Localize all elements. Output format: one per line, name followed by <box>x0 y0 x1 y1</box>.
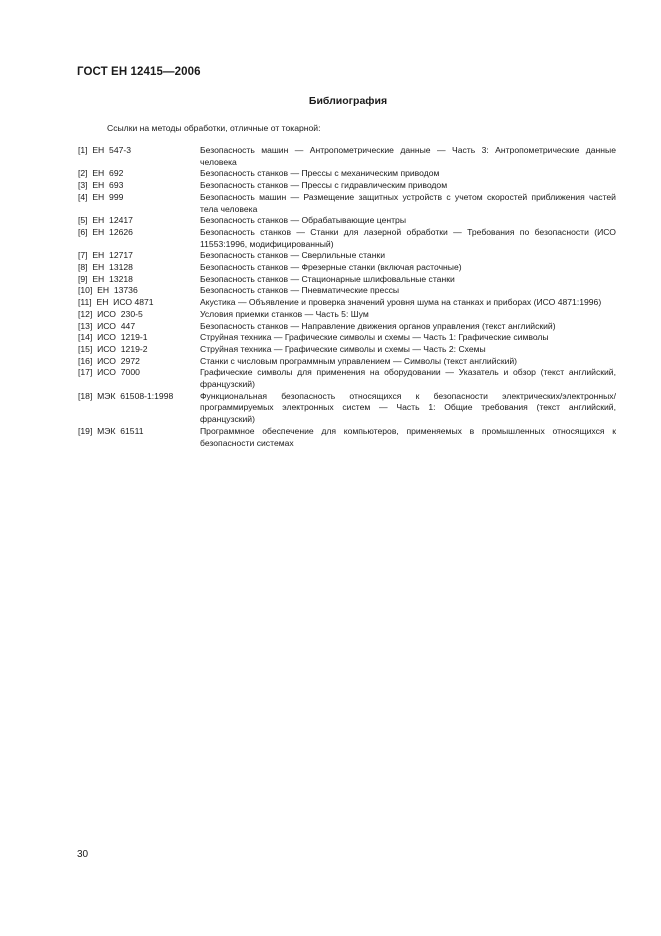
page-number: 30 <box>77 849 89 860</box>
bibliography-entry <box>78 344 616 356</box>
bibliography-title: Струйная техника — Графические символы и схемы — Часть 1: Графические символы <box>200 332 549 343</box>
bibliography-entry <box>78 227 616 250</box>
bibliography-entry <box>78 262 616 274</box>
bibliography-list <box>78 145 616 449</box>
bibliography-entry <box>78 285 616 297</box>
bibliography-entry <box>78 309 616 321</box>
bibliography-title: Программное обеспечение для компьютеров, применяемых в промышленных относящихся к безопасности системах <box>200 425 616 448</box>
intro-paragraph: Ссылки на методы обработки, отличные от токарной: <box>107 123 321 133</box>
bibliography-title: Функциональная безопасность относящихся к безопасности электрических/электронных/программируемых электронных систем — Часть 1: Общие требования (текст английский, французский) <box>200 390 616 425</box>
bibliography-reference: [12] ИСО 230-5 <box>78 308 143 319</box>
bibliography-reference: [8] ЕН 13128 <box>78 262 133 273</box>
bibliography-title: Безопасность станков — Обрабатывающие центры <box>200 215 407 226</box>
document-id-header: ГОСТ ЕН 12415—2006 <box>77 66 201 78</box>
bibliography-entry <box>78 367 616 390</box>
bibliography-entry <box>78 180 616 192</box>
bibliography-title: Безопасность станков — Направление движения органов управления (текст английский) <box>200 320 556 331</box>
bibliography-title: Акустика — Объявление и проверка значений уровня шума на станках и приборах (ИСО 4871:1996) <box>200 297 602 308</box>
bibliography-entry <box>78 321 616 333</box>
bibliography-reference: [19] МЭК 61511 <box>78 425 144 436</box>
bibliography-entry <box>78 145 616 168</box>
bibliography-reference: [14] ИСО 1219-1 <box>78 332 148 343</box>
bibliography-entry <box>78 215 616 227</box>
bibliography-entry <box>78 168 616 180</box>
bibliography-reference: [18] МЭК 61508-1:1998 <box>78 390 174 401</box>
bibliography-reference: [16] ИСО 2972 <box>78 355 140 366</box>
bibliography-reference: [4] ЕН 999 <box>78 191 124 202</box>
bibliography-title: Безопасность машин — Антропометрические данные — Часть 3: Антропометрические данные человека <box>200 145 616 167</box>
bibliography-title: Безопасность станков — Стационарные шлифовальные станки <box>200 273 455 284</box>
bibliography-title: Станки с числовым программным управлением — Символы (текст английский) <box>200 355 518 366</box>
bibliography-title: Графические символы для применения на оборудовании — Указатель и обзор (текст английский, французский) <box>200 367 616 390</box>
bibliography-entry <box>78 391 616 426</box>
bibliography-title: Безопасность станков — Станки для лазерной обработки — Требования по безопасности (ИСО 11553:1996, модифицированный) <box>200 226 616 249</box>
bibliography-reference: [2] ЕН 692 <box>78 168 124 179</box>
section-title: Библиография <box>308 95 388 107</box>
bibliography-reference: [9] ЕН 13218 <box>78 273 133 284</box>
bibliography-entry <box>78 426 616 449</box>
bibliography-title: Безопасность станков — Фрезерные станки (включая расточные) <box>200 262 462 273</box>
bibliography-entry <box>78 297 616 309</box>
bibliography-reference: [3] ЕН 693 <box>78 180 124 191</box>
bibliography-reference: [1] ЕН 547-3 <box>78 145 132 155</box>
bibliography-title: Безопасность станков — Сверлильные станки <box>200 250 385 261</box>
bibliography-entry <box>78 250 616 262</box>
bibliography-reference: [11] ЕН ИСО 4871 <box>78 297 154 308</box>
bibliography-reference: [6] ЕН 12626 <box>78 226 133 237</box>
bibliography-entry <box>78 192 616 215</box>
bibliography-title: Безопасность машин — Размещение защитных устройств с учетом скоростей приближения частей тела человека <box>200 191 616 214</box>
bibliography-reference: [15] ИСО 1219-2 <box>78 343 148 354</box>
bibliography-title: Струйная техника — Графические символы и схемы — Часть 2: Схемы <box>200 343 486 354</box>
bibliography-title: Безопасность станков — Прессы с механическим приводом <box>200 168 440 179</box>
bibliography-entry <box>78 332 616 344</box>
bibliography-reference: [17] ИСО 7000 <box>78 367 140 378</box>
bibliography-reference: [7] ЕН 12717 <box>78 250 133 261</box>
bibliography-reference: [10] ЕН 13736 <box>78 285 138 296</box>
bibliography-title: Условия приемки станков — Часть 5: Шум <box>200 308 369 319</box>
bibliography-entry <box>78 356 616 368</box>
bibliography-title: Безопасность станков — Прессы с гидравлическим приводом <box>200 180 448 191</box>
bibliography-entry <box>78 274 616 286</box>
bibliography-reference: [13] ИСО 447 <box>78 320 136 331</box>
bibliography-reference: [5] ЕН 12417 <box>78 215 133 226</box>
bibliography-title: Безопасность станков — Пневматические прессы <box>200 285 400 296</box>
